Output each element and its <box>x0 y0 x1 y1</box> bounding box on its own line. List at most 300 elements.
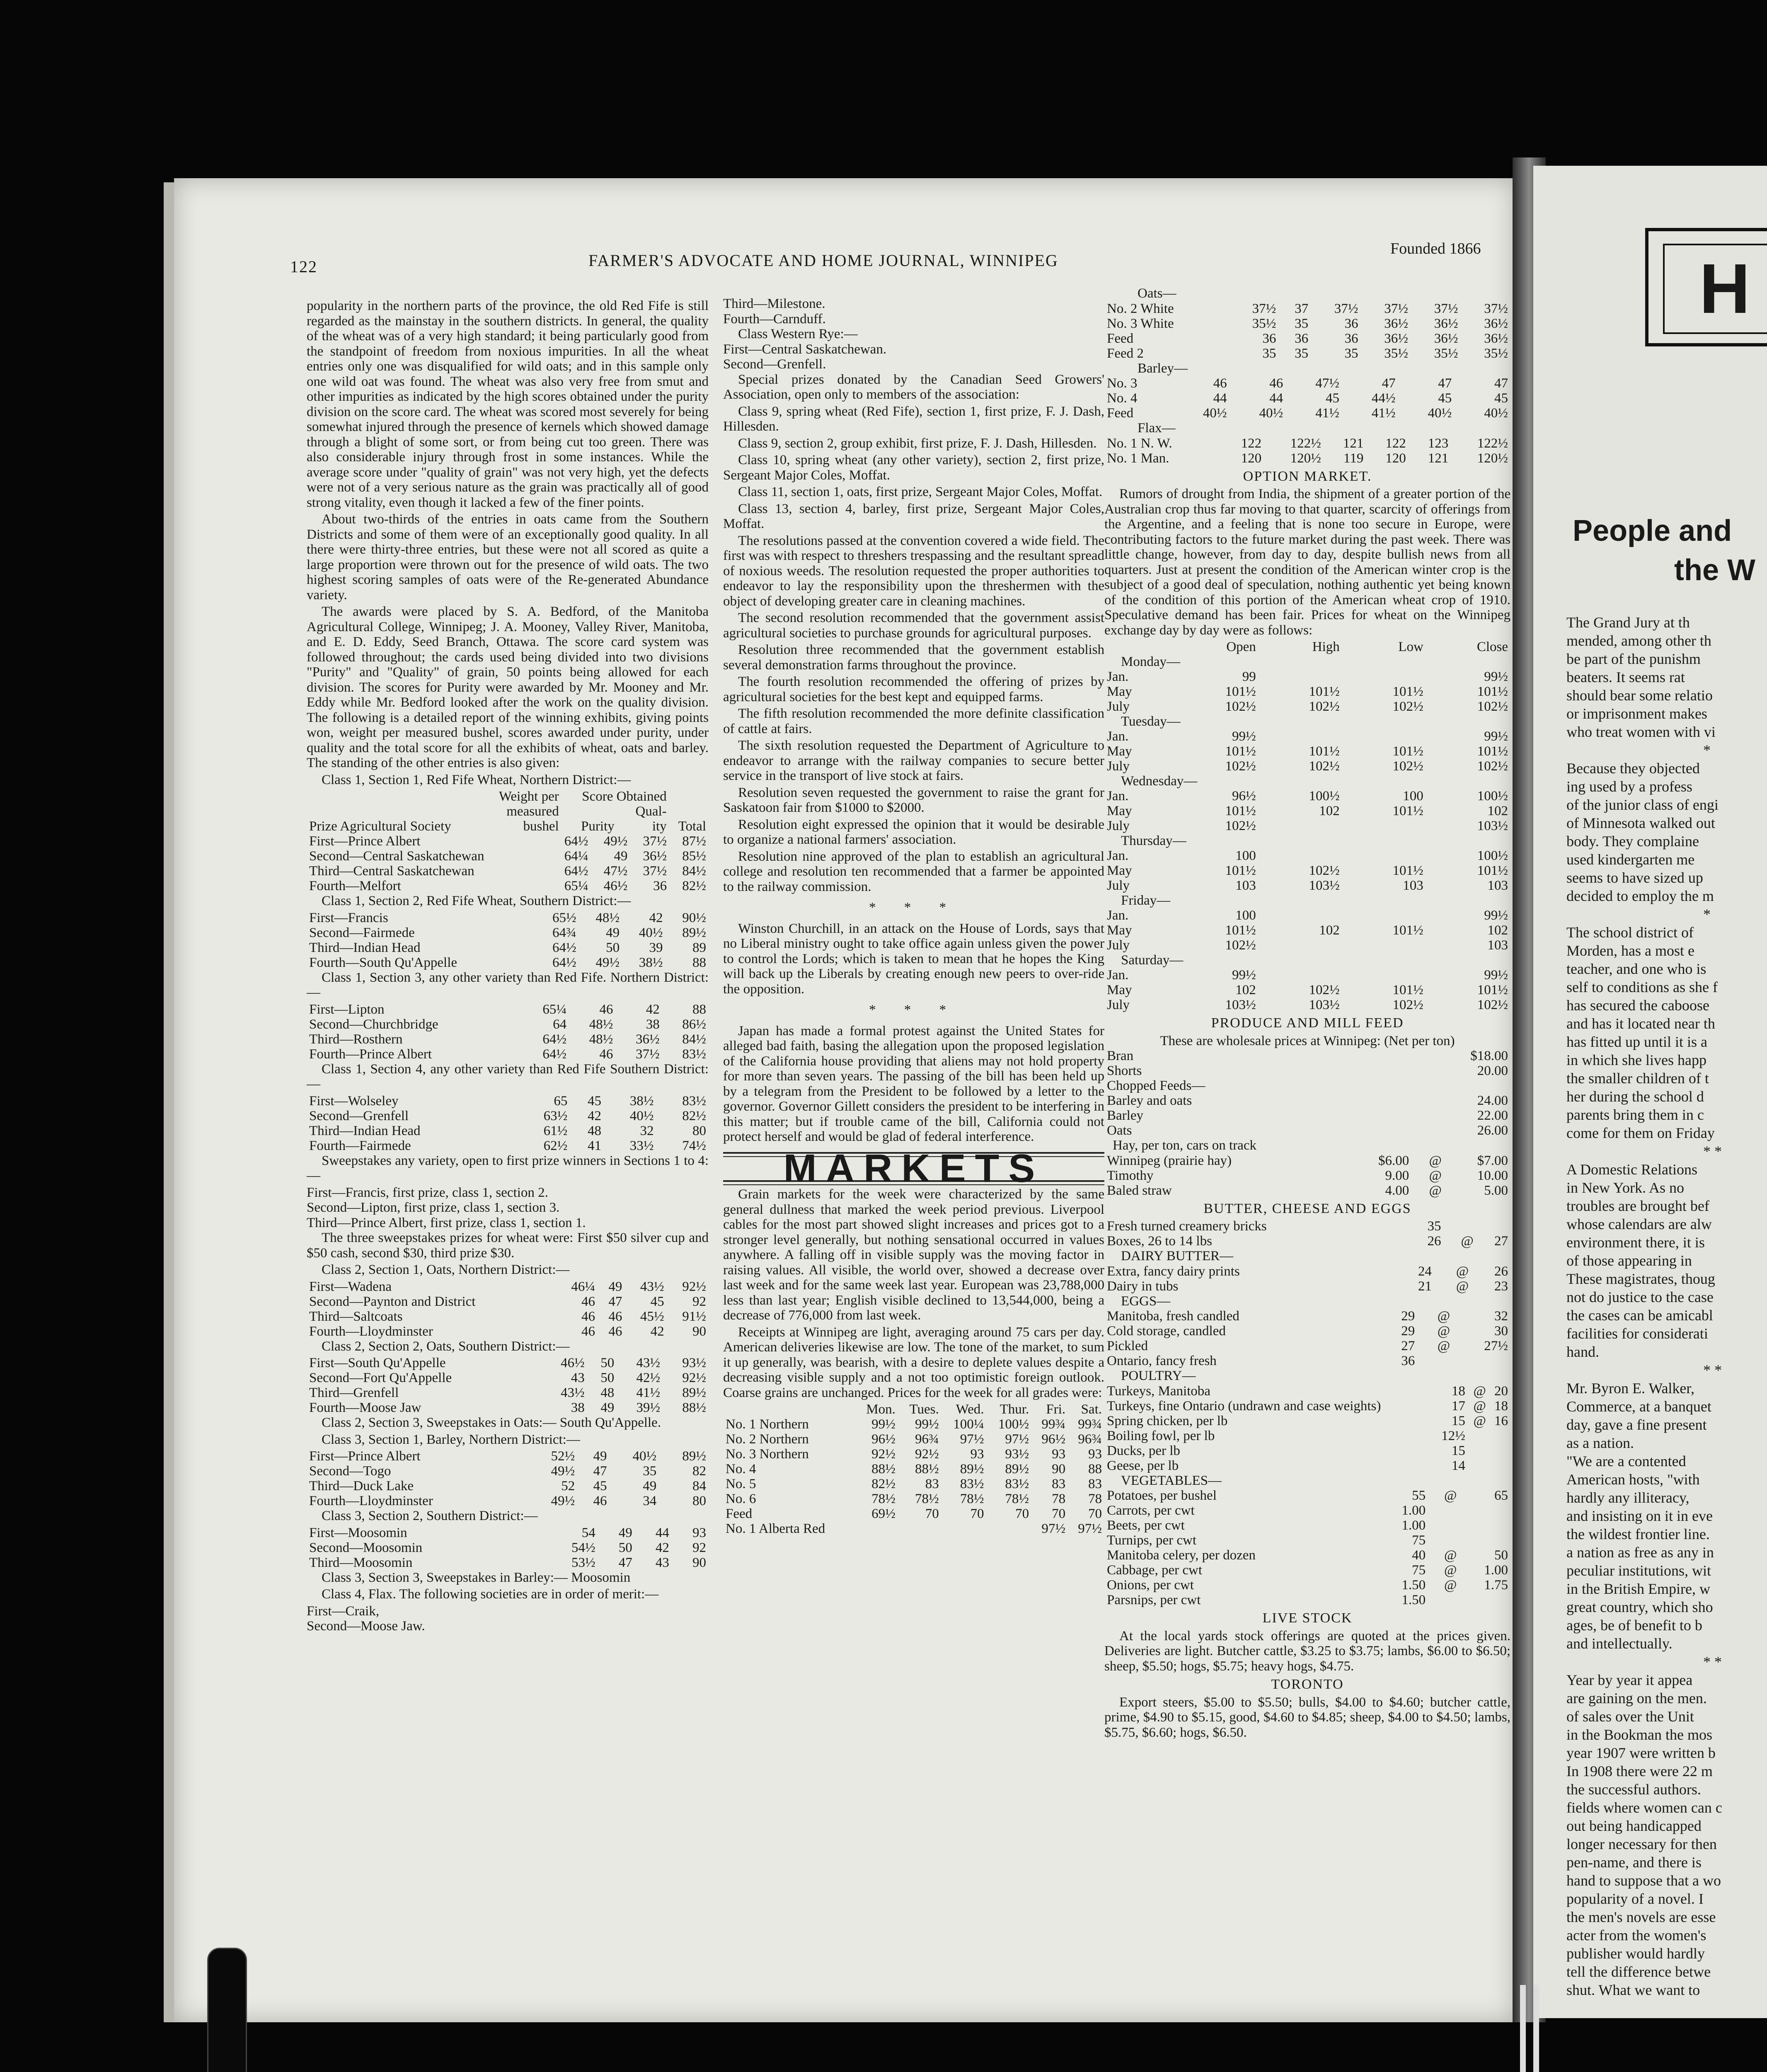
text-line: "We are a contented <box>1566 1453 1686 1469</box>
column-2 <box>723 296 1104 1536</box>
cell-value: 102 <box>1235 983 1256 997</box>
cell-value: 88½ <box>871 1462 896 1477</box>
article-title: People and <box>1573 514 1732 547</box>
cell-value: 65¼ <box>564 879 588 893</box>
row-label: First—Lipton <box>309 1002 385 1017</box>
row-label: Ontario, fancy fresh <box>1107 1353 1217 1368</box>
cell-value <box>1259 968 1342 983</box>
text-line: out being handicapped <box>1566 1818 1702 1834</box>
cell-value: 44½ <box>1371 391 1396 406</box>
cell-value: 89½ <box>960 1462 984 1477</box>
row-label: Feed 2 <box>1107 346 1144 361</box>
table-row <box>1104 1183 1510 1198</box>
cell-value: 24 <box>1418 1264 1432 1279</box>
cell-value: @ <box>1444 1488 1457 1503</box>
row-label: Fourth—Lloydminster <box>309 1493 433 1508</box>
row-label: No. 3 Northern <box>726 1447 809 1462</box>
cell-value: 101½ <box>1477 863 1508 878</box>
row-label: First—Wolseley <box>309 1093 399 1109</box>
table-row <box>1104 1563 1510 1578</box>
text-line: in the British Empire, w <box>1566 1581 1710 1597</box>
cell-value: 64 <box>553 1017 567 1032</box>
founded-note: Founded 1866 <box>1390 240 1481 257</box>
cell-value: 36½ <box>1434 316 1458 331</box>
row-label: No. 5 <box>726 1477 756 1491</box>
day-label: Friday— <box>1121 893 1171 908</box>
table-row <box>1104 1593 1510 1607</box>
text-line: of the junior class of engi <box>1566 796 1719 813</box>
text-line: Morden, has a most e <box>1566 942 1694 959</box>
paragraph: The second resolution recommended that the government assist agricultural societies to purchase grounds for agricultural purposes. <box>723 610 1104 641</box>
cell-value <box>1459 1503 1510 1518</box>
table-row <box>1104 997 1510 1012</box>
cell-value: 92½ <box>682 1279 706 1294</box>
cell-value: 36½ <box>1384 316 1409 331</box>
cell-value: @ <box>1437 1324 1450 1339</box>
cell-value <box>1342 669 1426 684</box>
paragraph: Class 9, section 2, group exhibit, first prize, F. J. Dash, Hillesden. <box>738 436 1097 451</box>
row-label: May <box>1107 684 1132 699</box>
cell-value: 45 <box>593 1479 607 1493</box>
row-label: No. 1 Man. <box>1107 450 1169 466</box>
table-row <box>307 1138 709 1153</box>
cell-value: 102 <box>1319 923 1340 938</box>
text-line: fields where women can c <box>1566 1799 1722 1816</box>
row-label: No. 4 <box>1107 391 1138 406</box>
barley-table <box>1104 376 1510 421</box>
cell-value: @ <box>1456 1278 1469 1294</box>
cell-value: 45 <box>1494 391 1508 406</box>
cell-value: 103 <box>1487 938 1508 953</box>
table-row <box>1104 1533 1510 1548</box>
cell-value: 89½ <box>682 1449 706 1464</box>
row-label: Third—Central Saskatchewan <box>309 864 474 879</box>
cell-value <box>1259 848 1342 863</box>
cell-value <box>1259 818 1342 833</box>
cell-value <box>1459 1518 1510 1533</box>
table-row <box>1104 1264 1510 1279</box>
table-row <box>1104 331 1510 346</box>
cell-value <box>1489 1458 1510 1473</box>
text-line: the wildest frontier line. <box>1566 1526 1710 1542</box>
table-row <box>723 1491 1104 1506</box>
cell-value: 49 <box>593 1449 607 1464</box>
paragraph: Rumors of drought from India, the shipment of a greater portion of the Australian crop thus far moving to that quarter, scarcity of offerings from the Argentine, and a feeling that is none too secure in Europe, were contributing factors to the future market during the past week. There was little change, however, from day to day, despite bullish news from all quarters. Just at present the condition of the American winter crop is the subject of a good deal of speculation, nothing authentic yet being known of the condition of this portion of the American wheat crop of 1910. Speculative demand has been fair. Prices for wheat on the Winnipeg exchange day by day were as follows: <box>1104 487 1510 638</box>
cell-value: 40½ <box>632 1449 657 1464</box>
text-line: In 1908 there were 22 m <box>1566 1763 1713 1779</box>
vegetables-table <box>1104 1488 1510 1607</box>
cell-value: 34 <box>643 1493 657 1508</box>
cell-value: 29 <box>1401 1324 1415 1339</box>
text-line: whose calendars are alw <box>1566 1216 1712 1232</box>
cell-value: @ <box>1429 1153 1442 1168</box>
cell-value <box>1428 1503 1459 1518</box>
cell-value: 37½ <box>1252 301 1276 316</box>
section-heading: Class 2, Section 2, Oats, Southern District:— <box>322 1339 570 1354</box>
text-line: ing used by a profess <box>1566 778 1692 795</box>
cell-value: 100 <box>1235 908 1256 923</box>
list-item: Fourth—Carnduff. <box>723 311 826 327</box>
row-label: Feed <box>1107 331 1134 346</box>
text-line: A Domestic Relations <box>1566 1161 1697 1178</box>
cell-value: 62½ <box>543 1138 568 1153</box>
cell-value: 82½ <box>682 1108 706 1123</box>
cell-value: 35½ <box>1384 346 1409 361</box>
cell-value: 50 <box>600 1370 615 1385</box>
sweep-item: Third—Prince Albert, first prize, class 1, section 1. <box>307 1215 586 1230</box>
cell-value: @ <box>1429 1183 1442 1198</box>
flax-item: Second—Moose Jaw. <box>307 1619 425 1634</box>
cell-value: 75 <box>1412 1563 1426 1578</box>
table-row <box>1104 1108 1510 1123</box>
cell-value: 101½ <box>1392 684 1423 699</box>
cell-value: 102½ <box>1392 759 1423 774</box>
cell-value: 64½ <box>552 955 576 970</box>
cell-value <box>1342 729 1426 744</box>
table-row <box>1104 1458 1510 1473</box>
paragraph: The fifth resolution recommended the more definite classification of cattle at fairs. <box>723 706 1104 736</box>
cell-value: 96½ <box>1232 789 1256 804</box>
cell-value: 40 <box>1412 1548 1426 1563</box>
row-label: Fourth—Fairmede <box>309 1138 411 1153</box>
table-row <box>307 1464 709 1479</box>
text-line: Year by year it appea <box>1566 1672 1693 1688</box>
table-row <box>1104 968 1510 983</box>
cell-value: 99¾ <box>1041 1417 1066 1432</box>
film-clip-bar <box>1533 1985 1539 2072</box>
row-label: Fourth—Prince Albert <box>309 1046 432 1062</box>
list-item: Class Western Rye:— <box>738 327 858 341</box>
cell-value: 40½ <box>1428 406 1452 421</box>
section-divider: * * * <box>869 900 959 915</box>
cell-value: @ <box>1444 1548 1457 1563</box>
text-line: The Grand Jury at th <box>1566 614 1690 631</box>
cell-value: 100 <box>1403 789 1423 804</box>
cell-value: 99½ <box>1484 968 1508 983</box>
day-label-row <box>1104 953 1510 968</box>
cell-value: 30 <box>1494 1324 1508 1339</box>
cell-value: 86½ <box>682 1017 706 1032</box>
table-row <box>1104 699 1510 714</box>
cell-value: 92½ <box>682 1370 706 1385</box>
cell-value <box>1392 1078 1510 1093</box>
cell-value: 32 <box>640 1123 654 1138</box>
toronto-title: TORONTO <box>1271 1677 1344 1692</box>
cell-value: 41½ <box>636 1385 661 1400</box>
cell-value: 1.75 <box>1484 1578 1508 1593</box>
row-label: First—South Qu'Appelle <box>309 1356 446 1370</box>
cell-value: 83 <box>1088 1477 1102 1491</box>
results-table <box>307 834 709 893</box>
cell-value: 65¼ <box>542 1002 567 1017</box>
table-row <box>1104 669 1510 684</box>
table-row <box>307 879 709 893</box>
cell-value: 100½ <box>1309 789 1340 804</box>
cell-value <box>1443 1219 1476 1234</box>
row-label: First—Moosomin <box>309 1525 407 1540</box>
table-row <box>1104 863 1510 878</box>
cell-value: 36 <box>1295 331 1309 346</box>
cell-value: 38½ <box>629 1093 654 1109</box>
cell-value: 93½ <box>1005 1447 1029 1462</box>
cell-value: 35 <box>1295 316 1309 331</box>
cell-value: 89½ <box>682 1385 706 1400</box>
cell-value: 40½ <box>1259 406 1283 421</box>
cell-value: 35½ <box>1484 346 1508 361</box>
cell-value: 26.00 <box>1477 1123 1508 1138</box>
table-row <box>307 1279 709 1294</box>
cell-value: 70 <box>1015 1506 1029 1521</box>
cell-value <box>1428 1593 1459 1607</box>
cell-value: 42 <box>655 1540 669 1555</box>
paragraph: Class 9, spring wheat (Red Fife), section 1, first prize, F. J. Dash, Hillesden. <box>723 404 1104 434</box>
section-heading: Class 1, Section 1, Red Fife Wheat, Northern District:— <box>322 772 631 787</box>
cell-value: 93½ <box>682 1356 706 1370</box>
cell-value: 36 <box>1344 331 1358 346</box>
cell-value: 53½ <box>571 1555 595 1570</box>
row-label: Turnips, per cwt <box>1107 1533 1197 1548</box>
text-line: * <box>1703 742 1711 758</box>
text-line: * * <box>1703 1362 1722 1378</box>
row-label: Chopped Feeds— <box>1107 1078 1205 1093</box>
cell-value: 46 <box>593 1493 607 1508</box>
paragraph: The sixth resolution requested the Department of Agriculture to endeavor to arrange with the railway companies to secure better service in the transport of live stock at fairs. <box>723 738 1104 783</box>
table-row <box>307 1094 709 1109</box>
row-label: Pickled <box>1107 1339 1148 1353</box>
text-line: are gaining on the men. <box>1566 1690 1707 1706</box>
table-row <box>1104 1578 1510 1593</box>
row-label: Spring chicken, per lb <box>1107 1413 1228 1428</box>
table-row <box>723 1477 1104 1491</box>
cell-value: 78½ <box>960 1491 984 1506</box>
day-label-row <box>1104 893 1510 908</box>
cell-value: 27 <box>1494 1234 1508 1249</box>
cell-value: 47 <box>1494 376 1508 391</box>
table-row <box>307 1309 709 1324</box>
cell-value: 49 <box>600 1400 615 1415</box>
text-line: hardly any illiteracy, <box>1566 1489 1690 1506</box>
cell-value: 45½ <box>640 1309 664 1324</box>
cell-value <box>1342 848 1426 863</box>
row-label: May <box>1107 804 1132 818</box>
table-row <box>1104 1399 1510 1414</box>
cell-value: 80 <box>692 1493 706 1508</box>
row-label: Fourth—Moose Jaw <box>309 1400 421 1415</box>
table-row <box>1104 436 1510 451</box>
row-label: Jan. <box>1107 729 1129 744</box>
table-row <box>307 1400 709 1415</box>
cell-value: 102½ <box>1477 699 1508 714</box>
cell-value: 36 <box>1344 316 1358 331</box>
row-label: Second—Fairmede <box>309 925 415 940</box>
cell-value: 27 <box>1401 1339 1415 1353</box>
row-label: Beets, per cwt <box>1107 1518 1185 1533</box>
row-label: Barley and oats <box>1107 1093 1192 1108</box>
table-row <box>1104 1443 1510 1458</box>
cell-value: 48½ <box>595 910 620 925</box>
cell-value: 48½ <box>589 1017 613 1032</box>
cell-value: 42 <box>649 910 663 925</box>
row-label: July <box>1107 699 1130 714</box>
paragraph: At the local yards stock offerings are quoted at the prices given. Deliveries are light. Butcher cattle, $3.25 to $3.75; lambs, $6.00 to $6.50; sheep, $5.50; hogs, $5.75; heavy hogs, $4.75. <box>1104 1628 1510 1674</box>
paragraph: Special prizes donated by the Canadian Seed Growers' Association, open only to members of the association: <box>723 372 1104 402</box>
cell-value <box>855 1521 898 1536</box>
cell-value: 37 <box>1295 301 1309 316</box>
cell-value: 92½ <box>871 1447 896 1462</box>
cell-value: 99¾ <box>1078 1417 1102 1432</box>
day-label: Saturday— <box>1121 953 1184 968</box>
cell-value: 48½ <box>589 1031 613 1047</box>
cell-value <box>1259 908 1342 923</box>
produce-subtitle: These are wholesale prices at Winnipeg: (Net per ton) <box>1160 1033 1455 1048</box>
cell-value: 88½ <box>682 1400 706 1415</box>
cell-value: 54½ <box>571 1540 595 1555</box>
cell-value: 93 <box>692 1525 706 1540</box>
row-label: No. 2 Northern <box>726 1432 809 1447</box>
cell-value: 69½ <box>871 1506 896 1521</box>
page-number: 122 <box>290 257 317 276</box>
text-line: Commerce, at a banquet <box>1566 1398 1711 1415</box>
cell-value: @ <box>1473 1398 1486 1414</box>
cell-value: 36 <box>1401 1353 1415 1368</box>
table-row <box>1104 938 1510 953</box>
table-row <box>1104 1384 1510 1399</box>
table-row <box>1104 1488 1510 1503</box>
cell-value: 120 <box>1385 450 1406 466</box>
table-row <box>307 1525 709 1540</box>
cell-value: 92 <box>692 1294 706 1309</box>
option-market-title: OPTION MARKET. <box>1243 468 1372 484</box>
row-label: Third—Duck Lake <box>309 1479 414 1493</box>
table-row <box>307 925 709 940</box>
cell-value: 90½ <box>682 910 706 925</box>
row-label: Barley <box>1107 1108 1143 1123</box>
text-line: year 1907 were written b <box>1566 1745 1716 1761</box>
cell-value <box>1259 938 1342 953</box>
row-label: Jan. <box>1107 968 1129 983</box>
cell-value: 97½ <box>1041 1521 1066 1536</box>
table-row <box>1104 1353 1510 1368</box>
table-row <box>1104 1428 1510 1443</box>
cell-value: 91½ <box>682 1309 706 1324</box>
row-label: Second—Togo <box>309 1464 391 1479</box>
cell-value: 102½ <box>1392 699 1423 714</box>
text-line: should bear some relatio <box>1566 687 1713 704</box>
cell-value: 37½ <box>643 864 667 879</box>
cell-value: 102½ <box>1309 759 1340 774</box>
cell-value: 49 <box>608 1279 622 1294</box>
cell-value: 35 <box>1427 1219 1441 1234</box>
row-label: Second—Central Saskatchewan <box>309 849 484 864</box>
cell-value: 49½ <box>603 834 628 849</box>
paragraph: Class 11, section 1, oats, first prize, Sergeant Major Coles, Moffat. <box>738 484 1103 499</box>
cell-value: 64¼ <box>564 849 588 864</box>
cell-value: 15 <box>1451 1443 1465 1458</box>
cell-value: 33½ <box>629 1138 654 1153</box>
cell-value: 102 <box>1319 804 1340 818</box>
row-label: May <box>1107 863 1132 878</box>
cell-value: 5.00 <box>1484 1183 1508 1198</box>
cell-value: 47 <box>1438 376 1452 391</box>
cell-value: 38 <box>646 1017 660 1032</box>
cell-value: 46 <box>599 1002 613 1017</box>
cell-value: 42 <box>587 1108 601 1123</box>
vegetables-label: VEGETABLES— <box>1121 1473 1222 1488</box>
table-row <box>1104 983 1510 997</box>
paragraph: Resolution nine approved of the plan to establish an agricultural college and resolution ten recommended that a farmer be appointed to the railway commission. <box>723 849 1104 894</box>
row-label: Manitoba, fresh candled <box>1107 1309 1239 1324</box>
table-row <box>1104 1518 1510 1533</box>
table-row <box>307 955 709 970</box>
cell-value: 121 <box>1428 450 1449 466</box>
cell-value: 39½ <box>636 1400 661 1415</box>
cell-value: 87½ <box>682 834 706 849</box>
table-row <box>1104 316 1510 331</box>
cell-value: 46 <box>608 1324 622 1339</box>
row-label: Third—Rosthern <box>309 1031 403 1047</box>
cell-value: 78½ <box>1005 1491 1029 1506</box>
text-line: the smaller children of t <box>1566 1070 1709 1087</box>
hay-table <box>1104 1153 1510 1198</box>
cell-value: 101½ <box>1392 983 1423 997</box>
cell-value: 96¾ <box>915 1432 939 1447</box>
dairy-label: DAIRY BUTTER— <box>1121 1249 1234 1264</box>
cell-value: @ <box>1444 1578 1457 1593</box>
text-line: great country, which sho <box>1566 1599 1713 1615</box>
cell-value: $6.00 <box>1378 1153 1409 1168</box>
cell-value: 65½ <box>552 910 576 925</box>
cell-value: 100 <box>1235 848 1256 863</box>
text-line: in which she lives happ <box>1566 1052 1706 1068</box>
cell-value: 101½ <box>1309 744 1340 759</box>
cell-value: 88 <box>692 1002 706 1017</box>
cell-value: 39 <box>649 940 663 955</box>
cell-value: 92 <box>692 1540 706 1555</box>
cell-value: 35 <box>1344 346 1358 361</box>
cell-value: 47 <box>1382 376 1396 391</box>
cell-value: 74½ <box>682 1138 706 1153</box>
cell-value: 78½ <box>871 1491 896 1506</box>
cell-value: 36½ <box>643 849 667 864</box>
cell-value: 63½ <box>543 1108 568 1123</box>
text-line: acter from the women's <box>1566 1927 1706 1944</box>
cell-value: 46½ <box>561 1356 585 1370</box>
table-row <box>1104 1309 1510 1324</box>
cell-value: 89½ <box>682 925 706 940</box>
row-label: July <box>1107 997 1130 1012</box>
row-label: Third—Moosomin <box>309 1555 413 1570</box>
cell-value: 120½ <box>1477 450 1508 466</box>
cell-value: 37½ <box>1334 301 1358 316</box>
row-label: Fresh turned creamery bricks <box>1107 1219 1267 1234</box>
cell-value: 103 <box>1235 878 1256 893</box>
cell-value: 36½ <box>1484 316 1508 331</box>
results-table <box>307 1094 709 1153</box>
text-line: self to conditions as she f <box>1566 979 1718 995</box>
table-row <box>1104 1279 1510 1294</box>
cell-value <box>1489 1443 1510 1458</box>
table-row <box>307 1370 709 1385</box>
row-label: July <box>1107 818 1130 833</box>
cell-value: 83½ <box>682 1046 706 1062</box>
cell-value: 78 <box>1088 1491 1102 1506</box>
cell-value: 99½ <box>1232 968 1256 983</box>
cell-value: 29 <box>1401 1309 1415 1324</box>
row-label: No. 1 Northern <box>726 1417 809 1432</box>
paragraph: About two-thirds of the entries in oats came from the Southern Districts and some of them were of an exceptionally good quality. In all there were thirty-three entries, but these were not all scored as quite a large proportion were thrown out for the presence of wild oats. The two highest scoring samples of oats were of the Re-generated Abundance variety. <box>307 512 709 603</box>
table-row <box>307 1356 709 1370</box>
row-label: No. 2 White <box>1107 301 1174 316</box>
